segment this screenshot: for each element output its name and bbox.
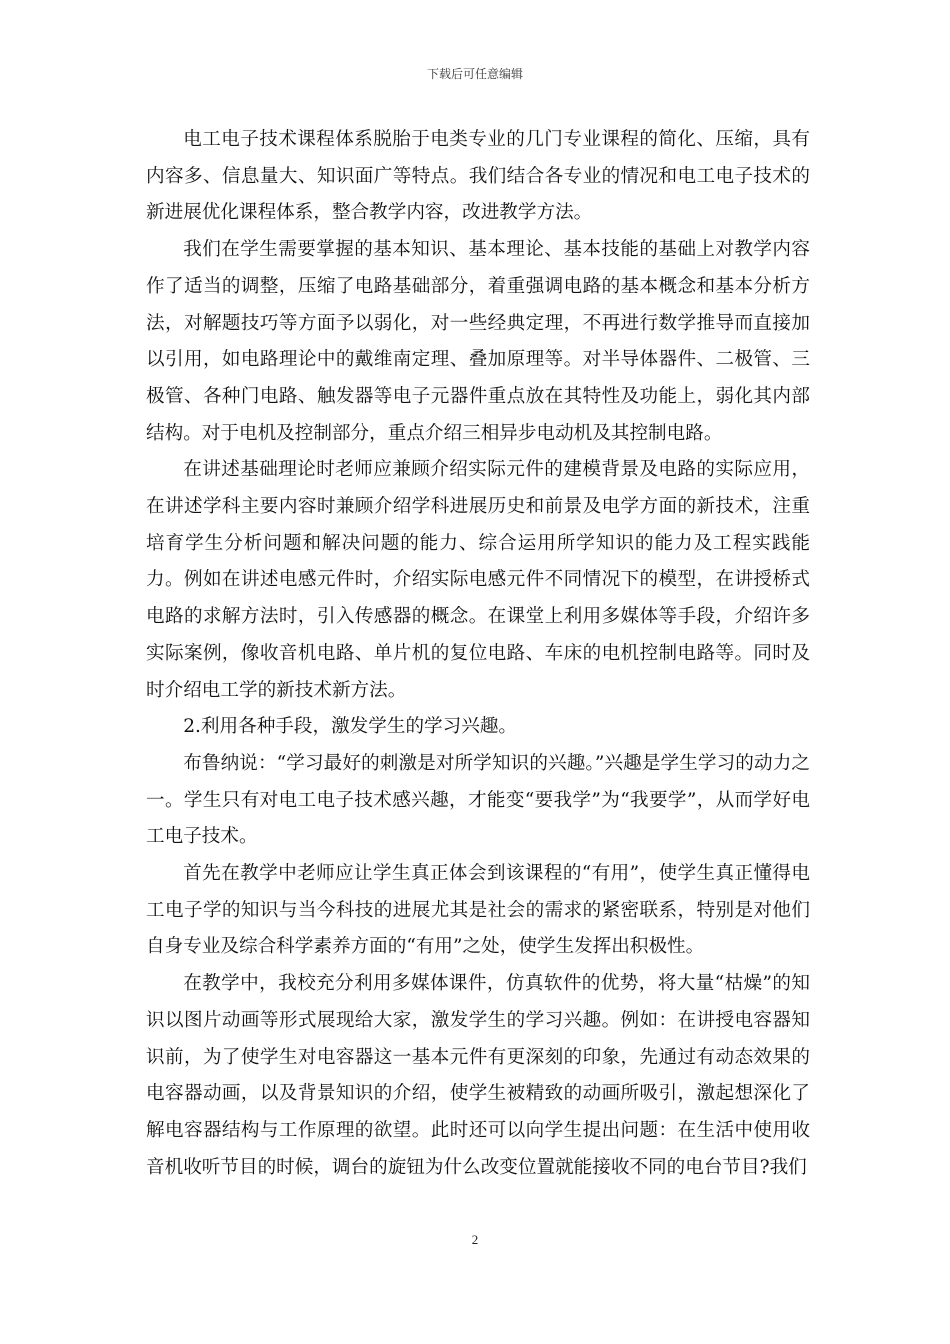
paragraph-2: 我们在学生需要掌握的基本知识、基本理论、基本技能的基础上对教学内容作了适当的调整，压缩了电路基础部分，着重强调电路的基本概念和基本分析方法，对解题技巧等方面予以弱化，对一些经典定理，不再进行数学推导而直接加以引用，如电路理论中的戴维南定理、叠加原理等。对半导体器件、二极管、三极管、各种门电路、触发器等电子元器件重点放在其特性及功能上，弱化其内部结构。对于电机及控制部分，重点介绍三相异步电动机及其控制电路。 bbox=[146, 239, 810, 444]
paragraph-6: 在教学中，我校充分利用多媒体课件，仿真软件的优势，将大量“枯燥”的知识以图片动画等形式展现给大家，激发学生的学习兴趣。例如：在讲授电容器知识前，为了使学生对电容器这一基本元件有更深刻的印象，先通过有动态效果的电容器动画，以及背景知识的介绍，使学生被精致的动画所吸引，激起想深化了解电容器结构与工作原理的欲望。此时还可以向学生提出问题：在生活中使用收音机收听节目的时候，调台的旋钮为什么改变位置就能接收不同的电台节目?我们 bbox=[146, 973, 810, 1178]
paragraph-3: 在讲述基础理论时老师应兼顾介绍实际元件的建模背景及电路的实际应用，在讲述学科主要内容时兼顾介绍学科进展历史和前景及电学方面的新技术，注重培育学生分析问题和解决问题的能力、综合运用所学知识的能力及工程实践能力。例如在讲述电感元件时，介绍实际电感元件不同情况下的模型，在讲授桥式电路的求解方法时，引入传感器的概念。在课堂上利用多媒体等手段，介绍许多实际案例，像收音机电路、单片机的复位电路、车床的电机控制电路等。同时及时介绍电工学的新技术新方法。 bbox=[146, 459, 810, 701]
page-number: 2 bbox=[471, 1232, 479, 1247]
section-heading: 2.利用各种手段，激发学生的学习兴趣。 bbox=[183, 716, 518, 738]
page-header: 下载后可任意编辑 bbox=[426, 67, 523, 81]
paragraph-5: 首先在教学中老师应让学生真正体会到该课程的“有用”，使学生真正懂得电工电子学的知识与当今科技的进展尤其是社会的需求的紧密联系，特别是对他们自身专业及综合科学素养方面的“有用”之处，使学生发挥出积极性。 bbox=[146, 863, 810, 958]
paragraph-4: 布鲁纳说：“学习最好的刺激是对所学知识的兴趣。”兴趣是学生学习的动力之一。学生只有对电工电子技术感兴趣，才能变“要我学”为“我要学”，从而学好电工电子技术。 bbox=[146, 752, 810, 848]
paragraph-1: 电工电子技术课程体系脱胎于电类专业的几门专业课程的简化、压缩，具有内容多、信息量大、知识面广等特点。我们结合各专业的情况和电工电子技术的新进展优化课程体系，整合教学内容，改进教学方法。 bbox=[146, 129, 810, 224]
body-text bbox=[146, 122, 810, 1186]
